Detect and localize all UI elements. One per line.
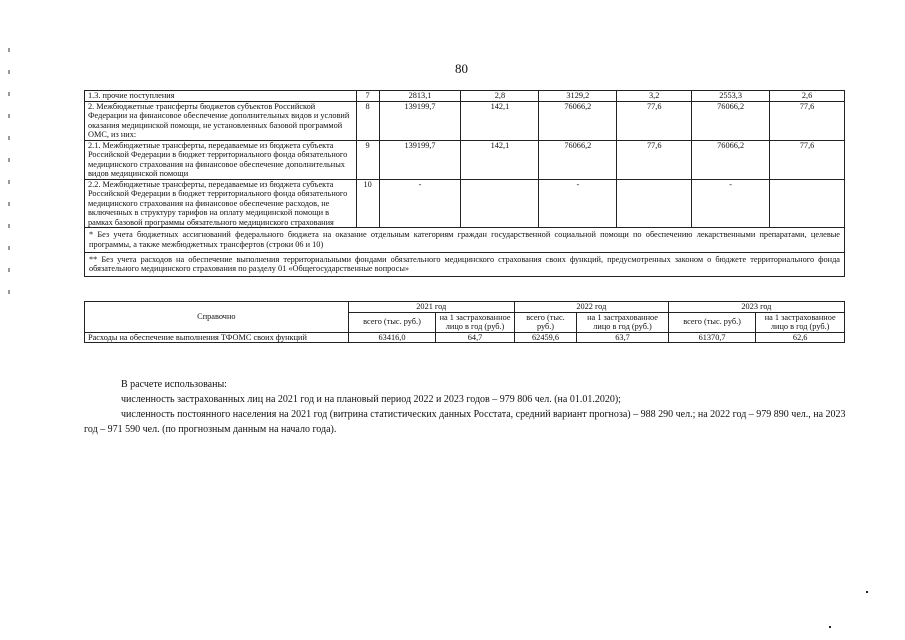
row-label: 2.2. Межбюджетные трансферты, передаваемые из бюджета субъекта Российской Федерации в бюджет территориального фонда обязательного медицинского страхования на финансовое обеспечение расходов, не включенных в структуру тарифов на оплату медицинской помощи в рамках базовой программы обязательного медицинского страхования — [85, 179, 357, 228]
cell-value: 77,6 — [770, 101, 845, 140]
scan-speck — [829, 626, 831, 628]
footnote-2: ** Без учета расходов на обеспечение выполнения территориальными фондами обязательного медицинского страхования своих функций, предусмотренных законом о бюджете территориального фонда обязательного медицинского страхования по разделу 01 «Общегосударственные вопросы» — [85, 252, 845, 276]
column-header-per-person: на 1 застрахованное лицо в год (руб.) — [436, 312, 515, 332]
cell-value: 76066,2 — [692, 140, 770, 179]
cell-value: 139199,7 — [379, 101, 461, 140]
cell-value: 77,6 — [617, 101, 692, 140]
row-label: Расходы на обеспечение выполнения ТФОМС своих функций — [85, 332, 349, 343]
table-row — [85, 101, 845, 140]
table-row — [85, 91, 845, 102]
cell-value: 76066,2 — [539, 140, 617, 179]
row-code: 9 — [356, 140, 379, 179]
notes-line: численность застрахованных лиц на 2021 год и на плановый период 2022 и 2023 годов – 979 806 чел. (на 01.01.2020); — [121, 394, 621, 405]
cell-value — [617, 179, 692, 228]
cell-value: 62459,6 — [514, 332, 576, 343]
row-label: 2.1. Межбюджетные трансферты, передаваемые из бюджета субъекта Российской Федерации в бюджет территориального фонда обязательного медицинского страхования на финансовое обеспечение дополнительных видов медицинской помощи — [85, 140, 357, 179]
page-number: 80 — [455, 61, 468, 76]
footnote-row — [85, 228, 845, 252]
reference-label: Справочно — [85, 302, 349, 333]
cell-value: 142,1 — [461, 101, 539, 140]
cell-value — [770, 179, 845, 228]
row-label: 1.3. прочие поступления — [85, 91, 357, 102]
row-code: 10 — [356, 179, 379, 228]
scan-margin-marks — [6, 30, 12, 630]
column-header-total: всего (тыс. руб.) — [348, 312, 436, 332]
cell-value: 76066,2 — [692, 101, 770, 140]
year-header: 2023 год — [668, 302, 844, 313]
cell-value: 77,6 — [617, 140, 692, 179]
row-code: 8 — [356, 101, 379, 140]
column-header-per-person: на 1 застрахованное лицо в год (руб.) — [577, 312, 669, 332]
cell-value: 2,8 — [461, 91, 539, 102]
cell-value: 2,6 — [770, 91, 845, 102]
table-row — [85, 332, 845, 343]
cell-value: 3,2 — [617, 91, 692, 102]
row-label: 2. Межбюджетные трансферты бюджетов субъектов Российской Федерации на финансовое обеспечение дополнительных видов и условий оказания медицинской помощи, не установленных базовой программой ОМС, из них: — [85, 101, 357, 140]
cell-value: 2813,1 — [379, 91, 461, 102]
column-header-total: всего (тыс. руб.) — [668, 312, 756, 332]
cell-value: 63,7 — [577, 332, 669, 343]
table-row — [85, 179, 845, 228]
finance-table — [84, 90, 845, 277]
column-header-per-person: на 1 застрахованное лицо в год (руб.) — [756, 312, 845, 332]
cell-value: 63416,0 — [348, 332, 436, 343]
cell-value: - — [379, 179, 461, 228]
cell-value: 64,7 — [436, 332, 515, 343]
reference-table — [84, 301, 845, 343]
table-row — [85, 140, 845, 179]
cell-value: 2553,3 — [692, 91, 770, 102]
cell-value: 77,6 — [770, 140, 845, 179]
cell-value: - — [692, 179, 770, 228]
cell-value: - — [539, 179, 617, 228]
cell-value: 3129,2 — [539, 91, 617, 102]
scan-speck — [866, 591, 868, 593]
cell-value: 139199,7 — [379, 140, 461, 179]
cell-value: 62,6 — [756, 332, 845, 343]
footnote-1: * Без учета бюджетных ассигнований федерального бюджета на оказание отдельным категориям граждан государственной социальной помощи по обеспечению лекарственными препаратами, целевые программы, а также межбюджетных трансфертов (строки 06 и 10) — [85, 228, 845, 252]
cell-value: 142,1 — [461, 140, 539, 179]
cell-value: 76066,2 — [539, 101, 617, 140]
footnote-row — [85, 252, 845, 276]
notes-heading: В расчете использованы: — [121, 379, 227, 390]
year-header: 2022 год — [514, 302, 668, 313]
notes-line: численность постоянного населения на 2021 год (витрина статистических данных Росстата, средний вариант прогноза) – 988 290 чел.; на 2022 год – 979 890 чел., на 2023 год – 971 590 чел. (по прогнозным данным на начало года). — [84, 409, 846, 435]
row-code: 7 — [356, 91, 379, 102]
cell-value — [461, 179, 539, 228]
calculation-notes — [84, 377, 848, 437]
cell-value: 61370,7 — [668, 332, 756, 343]
year-header: 2021 год — [348, 302, 514, 313]
column-header-total: всего (тыс. руб.) — [514, 312, 576, 332]
